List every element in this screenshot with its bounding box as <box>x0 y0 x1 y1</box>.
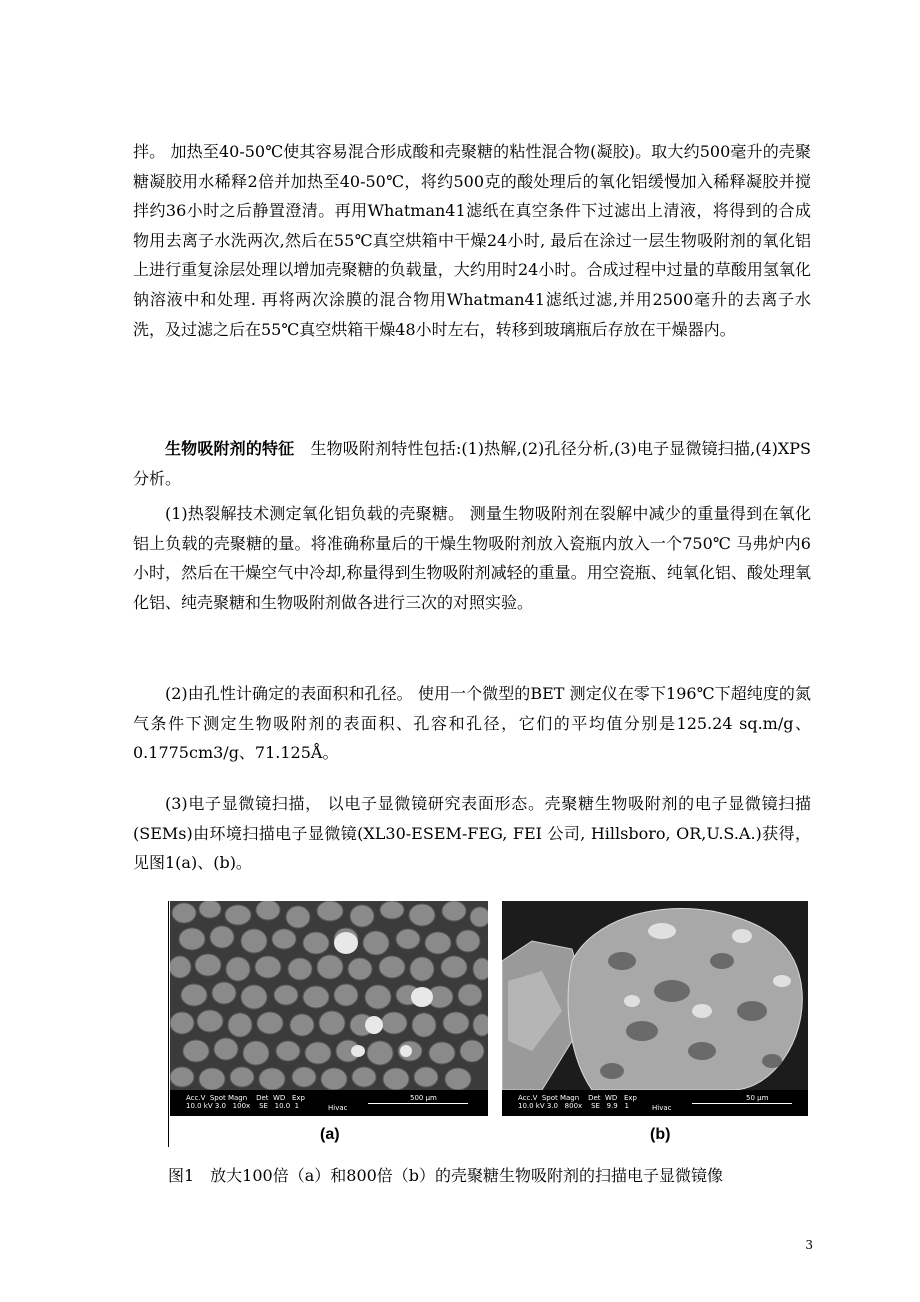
scale-label-b: 50 μm <box>746 1094 769 1102</box>
paragraph-porosimetry: (2)由孔性计确定的表面积和孔径。 使用一个微型的BET 测定仪在零下196℃下超纯度的氮气条件下测定生物吸附剂的表面积、孔容和孔径，它们的平均值分别是125.24 sq.m/g、0.1775cm3/g、71.125Å。 <box>133 684 811 763</box>
databar-header-b: Acc.V Spot Magn Det WD Exp <box>518 1094 637 1102</box>
sem-image-a <box>170 901 488 1116</box>
section-intro <box>294 439 310 458</box>
figure-caption: 图1 放大100倍（a）和800倍（b）的壳聚糖生物吸附剂的扫描电子显微镜像 <box>168 1166 724 1185</box>
databar-values-b: 10.0 kV 3.0 800x SE 9.9 1 <box>518 1102 629 1110</box>
paragraph-synthesis: 拌。 加热至40-50℃使其容易混合形成酸和壳聚糖的粘性混合物(凝胶)。取大约500毫升的壳聚糖凝胶用水稀释2倍并加热至40-50℃，将约500克的酸处理后的氧化铝缓慢加入稀释凝胶并搅拌约36小时之后静置澄清。再用Whatman41滤纸在真空条件下过滤出上清液，将得到的合成物用去离子水洗两次,然后在55℃真空烘箱中干燥24小时, 最后在涂过一层生物吸附剂的氧化铝上进行重复涂层处理以增加壳聚糖的负载量，大约用时24小时。合成过程中过量的草酸用氢氧化钠溶液中和处理. 再将两次涂膜的混合物用Whatman41滤纸过滤,并用2500毫升的去离子水洗，及过滤之后在55℃真空烘箱干燥48小时左右，转移到玻璃瓶后存放在干燥器内。 <box>133 142 811 339</box>
paragraph-characterization <box>133 434 811 493</box>
paragraph-sem: (3)电子显微镜扫描， 以电子显微镜研究表面形态。壳聚糖生物吸附剂的电子显微镜扫描 (SEMs)由环境扫描电子显微镜(XL30-ESEM-FEG, FEI 公司, Hillsboro, OR,U.S.A.)获得，见图1(a)、(b)。 <box>133 794 811 873</box>
sem-databar-b <box>502 1090 808 1116</box>
scale-bar-b <box>692 1103 792 1104</box>
sem-figure <box>168 901 810 1147</box>
figure-border <box>168 901 169 1147</box>
characterization-list: 生物吸附剂特性包括:(1)热解,(2)孔径分析,(3)电子显微镜扫描,(4)XPS分析。 <box>133 439 811 488</box>
sem-image-b-particle <box>502 901 808 1090</box>
scale-label-a: 500 μm <box>410 1094 437 1102</box>
databar-header-a: Acc.V Spot Magn Det WD Exp <box>186 1094 305 1102</box>
databar-values-a: 10.0 kV 3.0 100x SE 10.0 1 <box>186 1102 300 1110</box>
sem-image-b <box>502 901 808 1116</box>
figure-label-a: (a) <box>320 1126 340 1143</box>
scale-bar-a <box>368 1103 468 1104</box>
sem-image-a-particles <box>170 901 488 1090</box>
paragraph-pyrolysis: (1)热裂解技术测定氧化铝负载的壳聚糖。 测量生物吸附剂在裂解中减少的重量得到在氧化铝上负载的壳聚糖的量。将准确称量后的干燥生物吸附剂放入瓷瓶内放入一个750℃ 马弗炉内6小时，然后在干燥空气中冷却,称量得到生物吸附剂减轻的重量。用空瓷瓶、纯氧化铝、酸处理氧化铝、纯壳聚糖和生物吸附剂做各进行三次的对照实验。 <box>133 504 811 612</box>
section-heading: 生物吸附剂的特征 <box>165 439 295 458</box>
sem-databar-a <box>170 1090 488 1116</box>
hivac-label-a: Hivac <box>328 1104 348 1112</box>
hivac-label-b: Hivac <box>652 1104 672 1112</box>
page-number: 3 <box>805 1238 813 1252</box>
figure-label-b: (b) <box>650 1126 671 1143</box>
